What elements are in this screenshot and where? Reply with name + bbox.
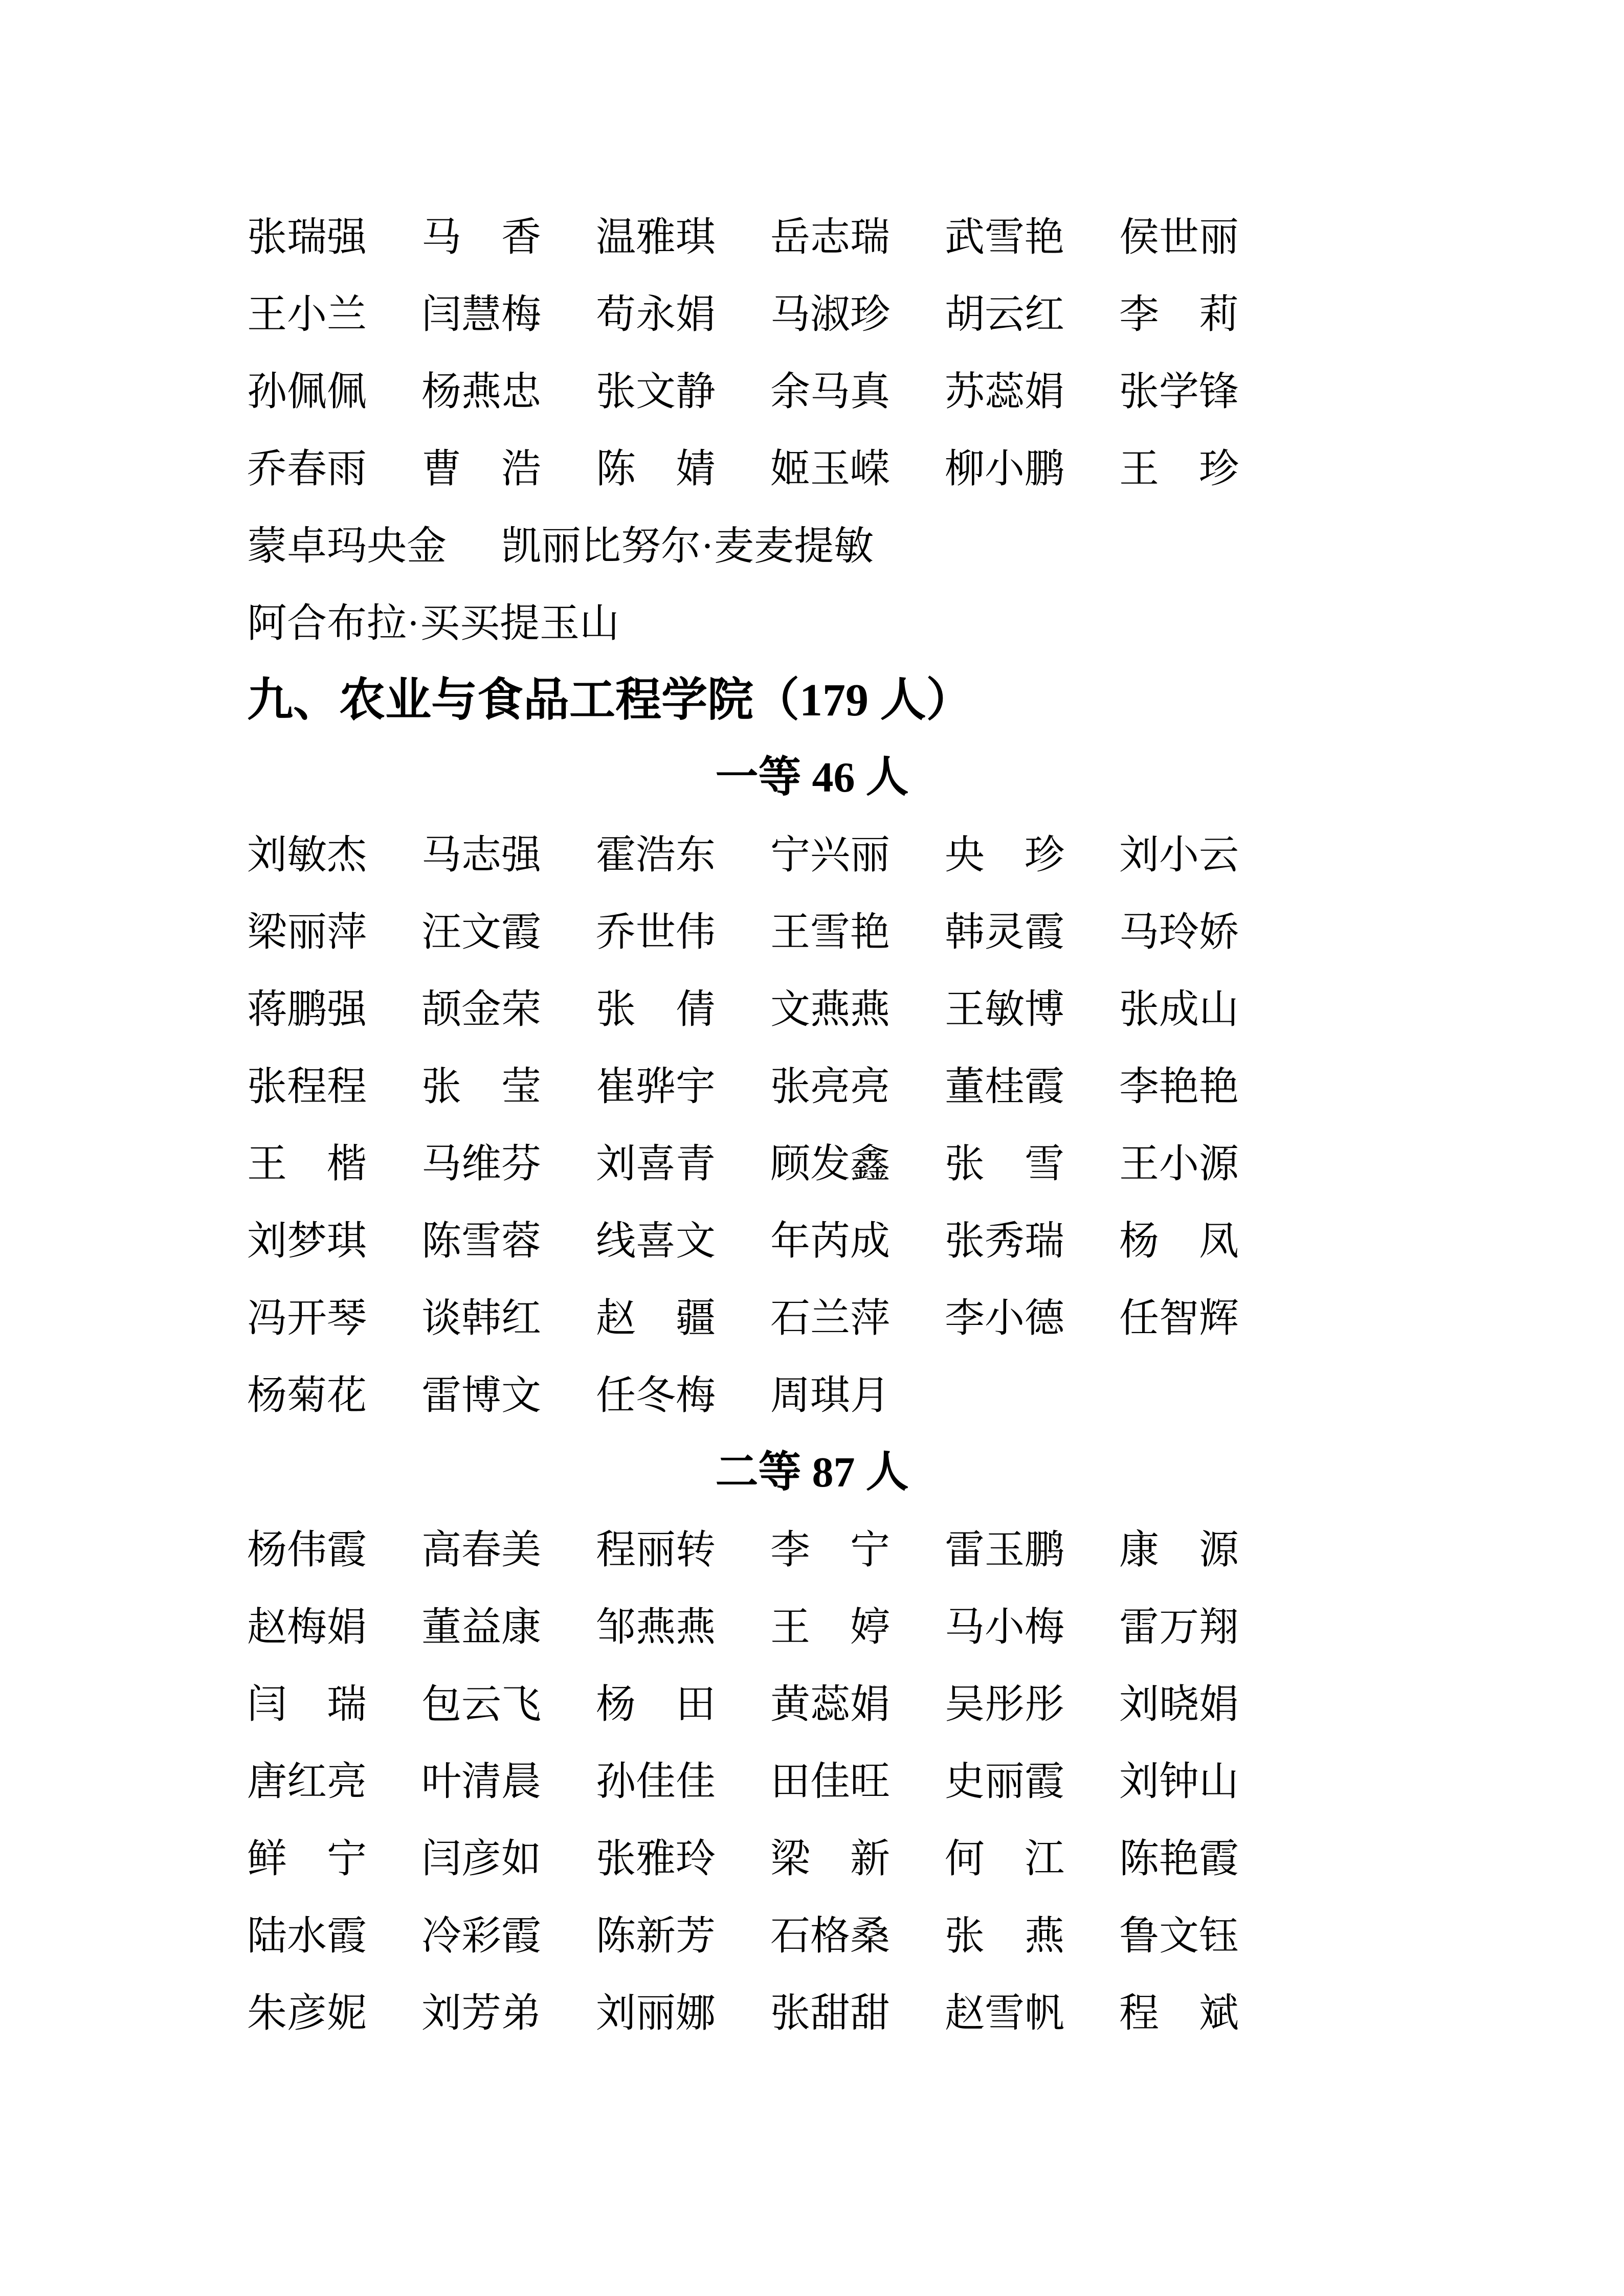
student-name: 孙佩佩 [247, 369, 367, 414]
student-name: 姬玉嵘 [770, 446, 891, 491]
name-row [247, 1357, 1624, 1434]
name-row [247, 353, 1624, 430]
name-row [247, 507, 1624, 584]
student-name: 董益康 [421, 1604, 542, 1649]
name-row [247, 1125, 1624, 1202]
student-name: 余马真 [770, 369, 891, 414]
name-row [247, 1743, 1624, 1820]
student-name: 刘芳弟 [421, 1990, 542, 2035]
tier-heading-line [0, 739, 1624, 816]
student-name: 邹燕燕 [596, 1604, 716, 1649]
student-name: 武雪艳 [945, 214, 1065, 259]
tier-heading-1: 一等 46 人 [715, 753, 909, 801]
student-name: 张甜甜 [770, 1990, 891, 2035]
section-heading-line [247, 662, 1624, 739]
student-name: 李小德 [945, 1295, 1065, 1340]
student-name: 张 莹 [421, 1064, 542, 1109]
student-name: 陆水霞 [247, 1913, 367, 1958]
student-name: 胡云红 [945, 291, 1065, 336]
student-name: 黄蕊娟 [770, 1681, 891, 1726]
student-name: 叶清晨 [421, 1759, 542, 1804]
student-name: 谈韩红 [421, 1295, 542, 1340]
student-name: 宁兴丽 [770, 832, 891, 877]
student-name: 鲁文钰 [1119, 1913, 1239, 1958]
student-name: 马维芬 [421, 1141, 542, 1186]
student-name: 刘喜青 [596, 1141, 716, 1186]
student-name: 赵雪帆 [945, 1990, 1065, 2035]
student-name: 张亮亮 [770, 1064, 891, 1109]
student-name: 李 宁 [770, 1527, 891, 1572]
student-name: 马玲娇 [1119, 909, 1239, 954]
student-name: 阿合布拉·买买提玉山 [247, 600, 619, 645]
name-row [247, 1665, 1624, 1743]
student-name: 王雪艳 [770, 909, 891, 954]
name-row [247, 430, 1624, 507]
student-name: 刘晓娟 [1119, 1681, 1239, 1726]
student-name: 包云飞 [421, 1681, 542, 1726]
student-name: 侯世丽 [1119, 214, 1239, 259]
student-name: 李 莉 [1119, 291, 1239, 336]
student-name: 乔春雨 [247, 446, 367, 491]
student-name: 王敏博 [945, 986, 1065, 1031]
student-name: 程丽转 [596, 1527, 716, 1572]
name-row [247, 816, 1624, 893]
student-name: 杨燕忠 [421, 369, 542, 414]
student-name: 闫彦如 [421, 1836, 542, 1881]
student-name: 乔世伟 [596, 909, 716, 954]
student-name: 王 楷 [247, 1141, 367, 1186]
name-row [247, 1820, 1624, 1897]
name-row [247, 198, 1624, 276]
student-name: 刘钟山 [1119, 1759, 1239, 1804]
student-name: 刘小云 [1119, 832, 1239, 877]
student-name: 张程程 [247, 1064, 367, 1109]
student-name: 雷万翔 [1119, 1604, 1239, 1649]
student-name: 梁丽萍 [247, 909, 367, 954]
name-row [247, 1202, 1624, 1279]
student-name: 张文静 [596, 369, 716, 414]
student-name: 汪文霞 [421, 909, 542, 954]
student-name: 岳志瑞 [770, 214, 891, 259]
student-name: 曹 浩 [421, 446, 542, 491]
name-row [247, 1588, 1624, 1665]
student-name: 马 香 [421, 214, 542, 259]
student-name: 程 斌 [1119, 1990, 1239, 2035]
student-name: 崔骅宇 [596, 1064, 716, 1109]
student-name: 顾发鑫 [770, 1141, 891, 1186]
student-name: 张秀瑞 [945, 1218, 1065, 1263]
student-name: 杨 凤 [1119, 1218, 1239, 1263]
student-name: 颉金荣 [421, 986, 542, 1031]
student-name: 刘丽娜 [596, 1990, 716, 2035]
student-name: 文燕燕 [770, 986, 891, 1031]
student-name: 任智辉 [1119, 1295, 1239, 1340]
student-name: 杨伟霞 [247, 1527, 367, 1572]
tier-heading-line [0, 1434, 1624, 1511]
name-row [247, 276, 1624, 353]
student-name: 蒙卓玛央金 [247, 523, 447, 568]
student-name: 温雅琪 [596, 214, 716, 259]
student-name: 刘梦琪 [247, 1218, 367, 1263]
student-name: 柳小鹏 [945, 446, 1065, 491]
student-name: 冯开琴 [247, 1295, 367, 1340]
tier-heading-2: 二等 87 人 [715, 1448, 909, 1496]
name-row [247, 1279, 1624, 1357]
student-name: 蒋鹏强 [247, 986, 367, 1031]
student-name: 陈艳霞 [1119, 1836, 1239, 1881]
student-name: 史丽霞 [945, 1759, 1065, 1804]
student-name: 刘敏杰 [247, 832, 367, 877]
student-name: 张成山 [1119, 986, 1239, 1031]
student-name: 张 倩 [596, 986, 716, 1031]
student-name: 李艳艳 [1119, 1064, 1239, 1109]
student-name: 赵梅娟 [247, 1604, 367, 1649]
student-name: 唐红亮 [247, 1759, 367, 1804]
student-name: 央 珍 [945, 832, 1065, 877]
name-row [247, 893, 1624, 971]
student-name: 马淑珍 [770, 291, 891, 336]
student-name: 霍浩东 [596, 832, 716, 877]
student-name: 冷彩霞 [421, 1913, 542, 1958]
student-name: 张 雪 [945, 1141, 1065, 1186]
name-row [247, 1974, 1624, 2052]
student-name: 韩灵霞 [945, 909, 1065, 954]
student-name: 任冬梅 [596, 1372, 716, 1417]
student-name: 陈雪蓉 [421, 1218, 542, 1263]
student-name: 康 源 [1119, 1527, 1239, 1572]
name-row [247, 971, 1624, 1048]
student-name: 梁 新 [770, 1836, 891, 1881]
student-name: 王小源 [1119, 1141, 1239, 1186]
student-name: 吴彤彤 [945, 1681, 1065, 1726]
name-row [247, 1511, 1624, 1588]
student-name: 朱彦妮 [247, 1990, 367, 2035]
student-name: 雷博文 [421, 1372, 542, 1417]
student-name: 杨菊花 [247, 1372, 367, 1417]
student-name: 王 婷 [770, 1604, 891, 1649]
section-heading: 九、农业与食品工程学院（179 人） [247, 674, 972, 726]
student-name: 马志强 [421, 832, 542, 877]
student-name: 何 江 [945, 1836, 1065, 1881]
student-name: 张雅玲 [596, 1836, 716, 1881]
student-name: 王小兰 [247, 291, 367, 336]
student-name: 石格桑 [770, 1913, 891, 1958]
student-name: 年芮成 [770, 1218, 891, 1263]
student-name: 苟永娟 [596, 291, 716, 336]
student-name: 周琪月 [770, 1372, 891, 1417]
student-name: 张瑞强 [247, 214, 367, 259]
name-row [247, 1897, 1624, 1974]
student-name: 马小梅 [945, 1604, 1065, 1649]
student-name: 闫慧梅 [421, 291, 542, 336]
student-name: 田佳旺 [770, 1759, 891, 1804]
student-name: 王 珍 [1119, 446, 1239, 491]
student-name: 高春美 [421, 1527, 542, 1572]
student-name: 闫 瑞 [247, 1681, 367, 1726]
name-row [247, 584, 1624, 662]
student-name: 董桂霞 [945, 1064, 1065, 1109]
student-name: 苏蕊娟 [945, 369, 1065, 414]
student-name: 孙佳佳 [596, 1759, 716, 1804]
student-name: 线喜文 [596, 1218, 716, 1263]
name-row [247, 1048, 1624, 1125]
student-name: 雷玉鹏 [945, 1527, 1065, 1572]
student-name: 张学锋 [1119, 369, 1239, 414]
student-name: 凯丽比努尔·麦麦提敏 [501, 523, 874, 568]
student-name: 陈新芳 [596, 1913, 716, 1958]
student-name: 张 燕 [945, 1913, 1065, 1958]
student-name: 杨 田 [596, 1681, 716, 1726]
student-name: 赵 疆 [596, 1295, 716, 1340]
student-name: 石兰萍 [770, 1295, 891, 1340]
student-name: 陈 婧 [596, 446, 716, 491]
student-name: 鲜 宁 [247, 1836, 367, 1881]
